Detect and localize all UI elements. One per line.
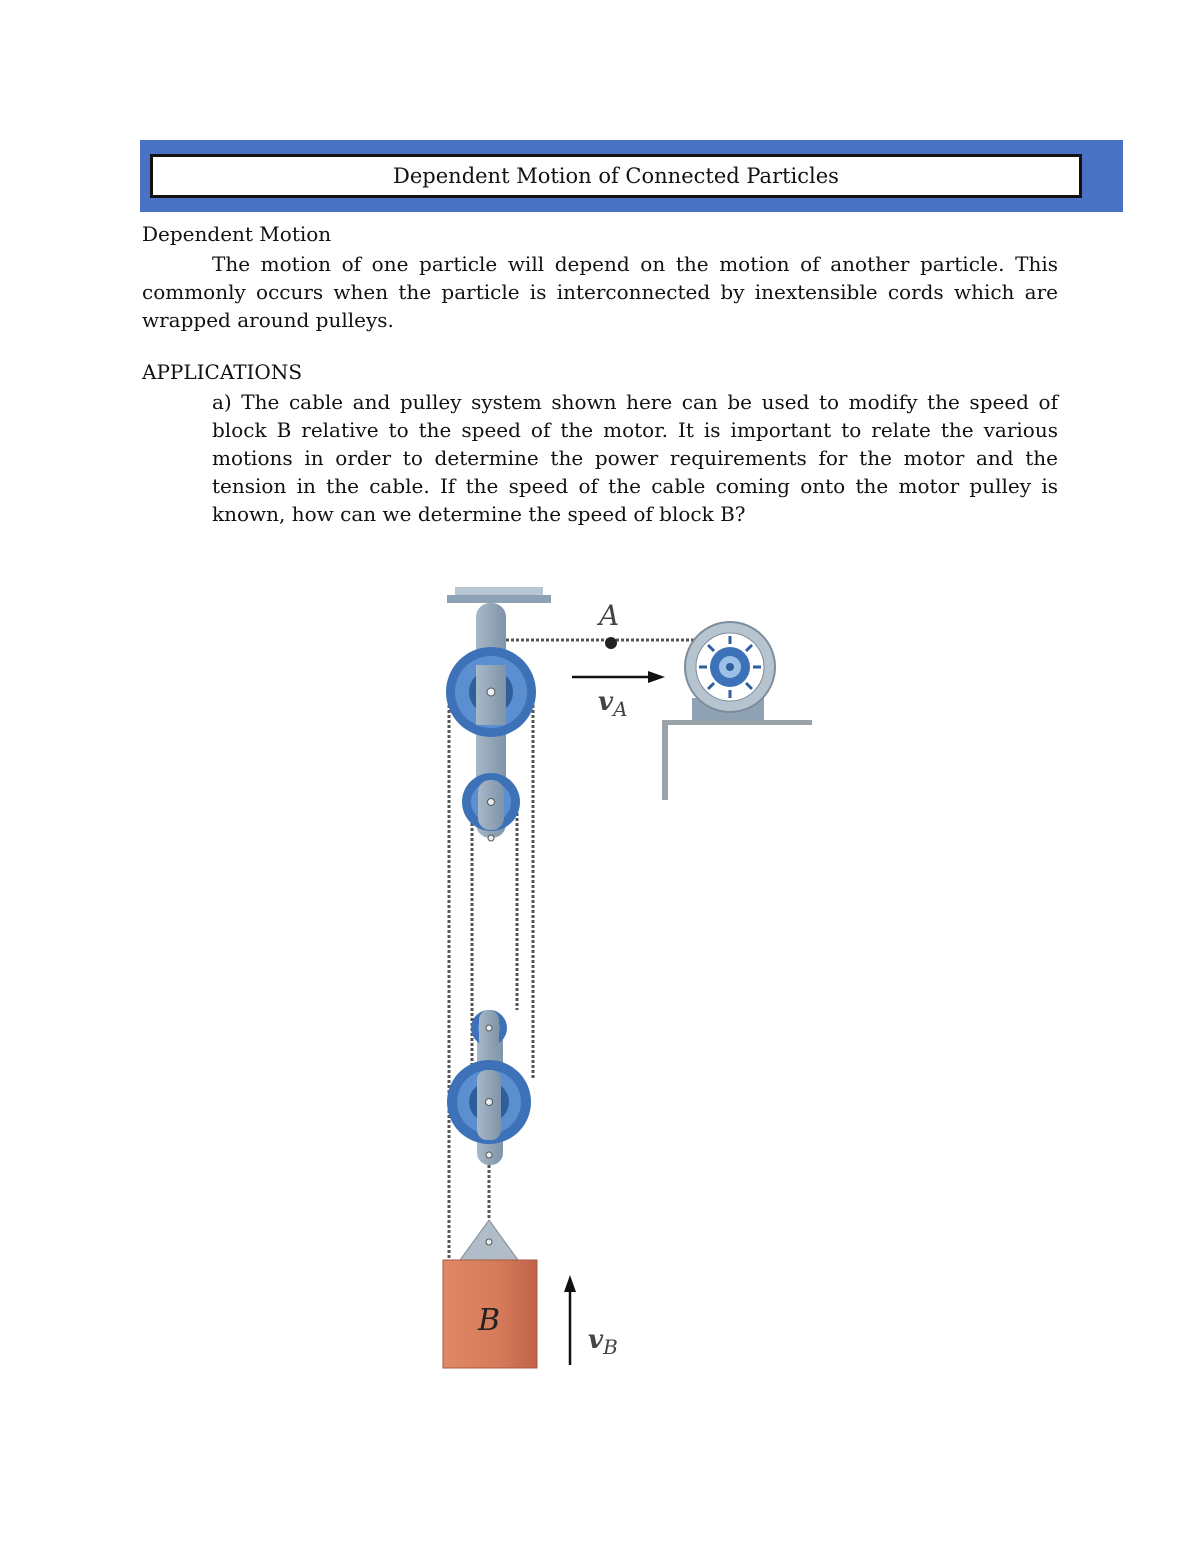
motor <box>685 622 775 720</box>
lower-large-pulley <box>447 1060 531 1158</box>
point-a-label: A <box>599 599 620 632</box>
document-title: Dependent Motion of Connected Particles <box>150 154 1082 198</box>
dependent-motion-text: The motion of one particle will depend on the motion of another particle. This commonly occurs when the particle is interconnected by inextensible cords which are wrapped around pulleys. <box>142 252 1058 332</box>
motor-support <box>662 720 812 800</box>
dependent-motion-paragraph <box>142 250 1058 334</box>
application-item-a: a) The cable and pulley system shown here can be used to modify the speed of block B relative to the speed of the motor. It is important to relate the various motions in order to determine the power requirements for the motor and the tension in the cable. If the speed of the cable coming onto the motor pulley is known, how can we determine the speed of block B? <box>212 390 1058 526</box>
ceiling-plate <box>447 595 551 603</box>
title-band <box>140 140 1123 212</box>
velocity-a-arrow <box>572 671 665 683</box>
pulley-system-figure <box>400 570 840 1390</box>
ceiling-plate-top <box>455 587 543 595</box>
velocity-b-arrow <box>564 1275 576 1365</box>
block-b-label: B <box>478 1303 501 1338</box>
velocity-b-label: $v_B$ <box>588 1325 618 1359</box>
section-heading-applications: APPLICATIONS <box>142 360 303 384</box>
velocity-a-label: $v_A$ <box>598 687 628 721</box>
point-a <box>605 637 617 649</box>
section-heading-dependent-motion: Dependent Motion <box>142 222 332 246</box>
upper-large-pulley <box>446 647 536 737</box>
